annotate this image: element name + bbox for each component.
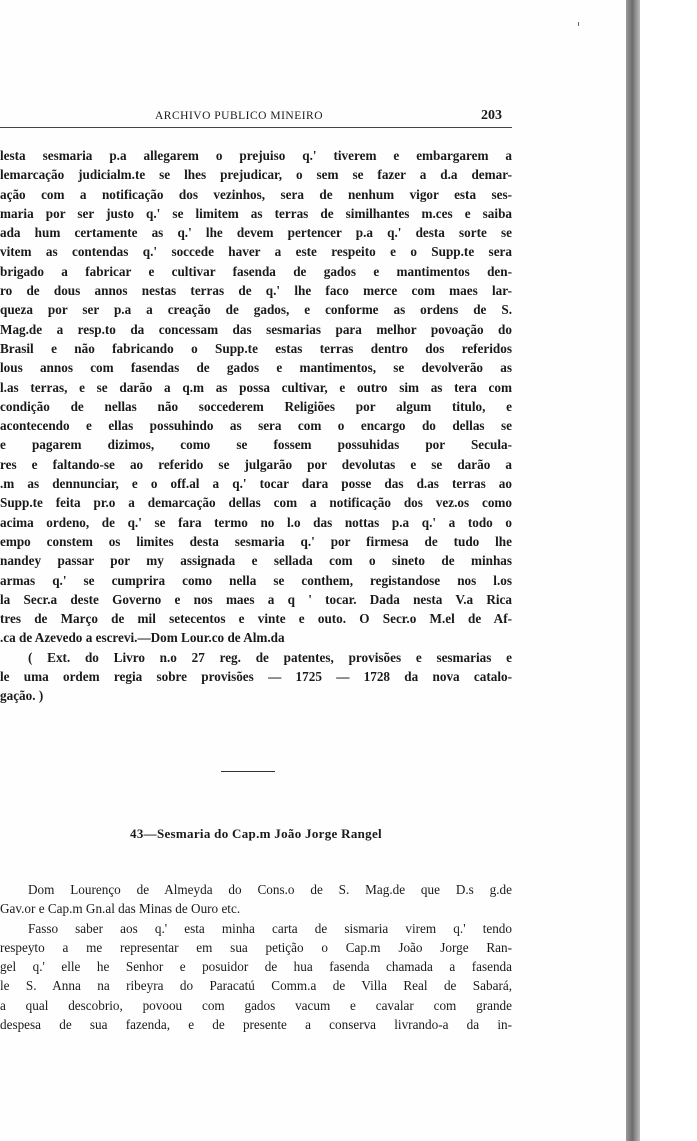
text-line: nandey passar por my assignada e sellada com o sineto de minhas (0, 553, 512, 569)
section-heading: 43—Sesmaria do Cap.m João Jorge Rangel (130, 826, 382, 841)
text-line: condição de nellas não soccederem Religiões por algum titulo, e (0, 398, 512, 414)
running-header (0, 107, 512, 127)
signature-line: .ca de Azevedo a escrevi.—Dom Lour.co de Alm.da (0, 630, 285, 646)
text-line: lesta sesmaria p.a allegarem o prejuiso q.' tiverem e embargarem a (0, 148, 512, 163)
text-line: ro de dous annos nestas terras de q.' lhe faco merce com maes lar- (0, 283, 512, 299)
text-line: ada hum certamente as q.' lhe devem pertencer p.a q.' desta sorte se (0, 225, 512, 241)
source-note-line: gação. ) (0, 688, 44, 704)
text-line: .m as dennunciar, e o off.al a q.' tocar dara posse das d.as terras ao (0, 476, 512, 492)
text-line: gel q.' elle he Senhor e posuidor de hua fasenda chamada a fasenda (0, 959, 512, 975)
text-line: maria por ser justo q.' se limitem as terras de similhantes m.ces e saiba (0, 205, 512, 221)
text-line: a qual descobrio, povoou com gados vacum e cavalar com grande (0, 997, 512, 1013)
text-line: ação com a notificação dos vezinhos, sera de nenhum vigor esta ses- (0, 186, 512, 202)
text-line: empo constem os limites desta sesmaria q.' por firmesa de tudo lhe (0, 533, 512, 549)
source-note-line: ( Ext. do Livro n.o 27 reg. de patentes, provisões e sesmarias e (28, 649, 512, 665)
text-line: Fasso saber aos q.' esta minha carta de sismaria virem q.' tendo (28, 920, 512, 936)
text-line: Dom Lourenço de Almeyda do Cons.o de S. Mag.de que D.s g.de (28, 882, 512, 897)
text-line: despesa de sua fazenda, e de presente a conserva livrando-a da in- (0, 1017, 512, 1033)
text-line: vitem as contendas q.' soccede haver a este respeito e o Supp.te sera (0, 244, 512, 260)
text-line: brigado a fabricar e cultivar fasenda de gados e mantimentos den- (0, 263, 512, 279)
scan-mark (578, 22, 579, 26)
sesmaria-text-continued (0, 146, 512, 706)
text-line: acontecendo e ellas possuhindo as sera com o encargo do dellas se (0, 418, 512, 434)
text-line: Brasil e não fabricando o Supp.te estas terras dentro dos referidos (0, 340, 512, 356)
text-line: armas q.' se cumprira como nella se conthem, registandose nos l.os (0, 572, 512, 588)
page-number: 203 (481, 108, 502, 123)
text-line: lemarcação judicialm.te se lhes prejudicar, o sem se fazer a d.a demar- (0, 167, 512, 183)
text-line: Mag.de a resp.to da concessam das sesmarias para melhor povoação do (0, 321, 512, 337)
text-line: Supp.te feita pr.o a demarcação dellas com a notificação dos vez.os como (0, 495, 512, 511)
text-line: le S. Anna na ribeyra do Paracatú Comm.a de Villa Real de Sabará, (0, 978, 512, 994)
text-line: Gav.or e Cap.m Gn.al das Minas de Ouro etc. (0, 901, 241, 917)
text-line: l.as terras, e se darão a q.m as possa cultivar, e outro sim as tera com (0, 379, 512, 395)
text-line: e pagarem dizimos, como se fossem possuhidas por Secula- (0, 437, 512, 453)
source-note-line: le uma ordem regia sobre provisões — 1725 — 1728 da nova catalo- (0, 669, 512, 685)
text-line: la Secr.a deste Governo e nos maes a q ' tocar. Dada nesta V.a Rica (0, 591, 512, 607)
page-margin (640, 0, 697, 1141)
section-separator (221, 771, 275, 772)
text-line: tres de Março de mil setecentos e vinte e outo. O Secr.o M.el de Af- (0, 611, 512, 627)
text-line: acima ordeno, de q.' se fara termo no l.o das nottas p.a q.' a todo o (0, 514, 512, 530)
text-line: queza por ser p.a a creação de gados, e conforme as ordens de S. (0, 302, 512, 318)
book-spine-shadow (626, 0, 640, 1141)
text-line: respeyto a me representar em sua petição o Cap.m João Jorge Ran- (0, 939, 512, 955)
text-line: lous annos com fasendas de gados e mantimentos, se devolverão as (0, 360, 512, 376)
text-line: res e faltando-se ao referido se julgarão por devolutas e se darão a (0, 456, 512, 472)
sesmaria-text (0, 880, 512, 1034)
header-title: ARCHIVO PUBLICO MINEIRO (155, 110, 324, 122)
header-rule (0, 127, 512, 128)
